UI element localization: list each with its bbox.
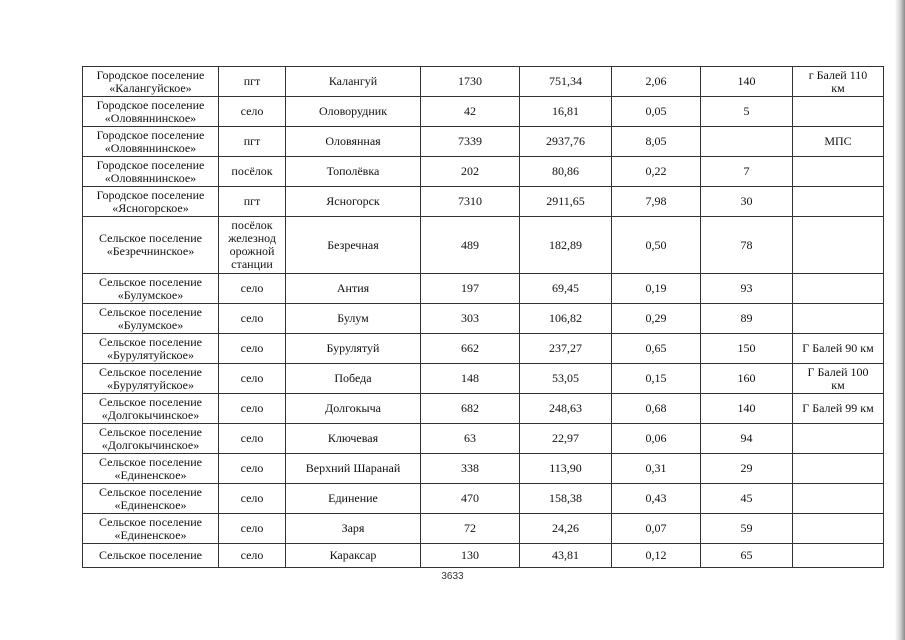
table-row [83,304,884,334]
share-cell: 0,19 [612,274,701,304]
distance-cell: 94 [701,424,793,454]
table-row [83,187,884,217]
value-cell: 106,82 [520,304,612,334]
settlement-type-cell: село [219,514,286,544]
value-cell: 237,27 [520,334,612,364]
value-cell: 16,81 [520,97,612,127]
population-cell: 470 [421,484,520,514]
population-cell: 7339 [421,127,520,157]
settlement-name-cell: Антия [286,274,421,304]
note-cell [793,544,884,568]
note-cell [793,304,884,334]
value-cell: 24,26 [520,514,612,544]
settlement-type-cell: село [219,454,286,484]
population-cell: 130 [421,544,520,568]
note-cell [793,484,884,514]
table-row [83,484,884,514]
settlement-type-cell: пгт [219,187,286,217]
settlement-name-cell: Оловорудник [286,97,421,127]
table-row [83,514,884,544]
settlement-name-cell: Булум [286,304,421,334]
settlement-name-cell: Караксар [286,544,421,568]
distance-cell: 65 [701,544,793,568]
share-cell: 0,06 [612,424,701,454]
municipality-cell: Сельское поселение «Булумское» [83,304,219,334]
value-cell: 248,63 [520,394,612,424]
share-cell: 0,43 [612,484,701,514]
value-cell: 113,90 [520,454,612,484]
population-cell: 338 [421,454,520,484]
municipality-cell: Сельское поселение «Единенское» [83,514,219,544]
share-cell: 0,07 [612,514,701,544]
municipality-cell: Городское поселение «Оловяннинское» [83,157,219,187]
settlement-type-cell: пгт [219,127,286,157]
page-edge-shadow [895,0,905,640]
municipality-cell: Сельское поселение «Булумское» [83,274,219,304]
population-cell: 662 [421,334,520,364]
note-cell [793,454,884,484]
settlement-type-cell: пгт [219,67,286,97]
note-cell: Г Балей 99 км [793,394,884,424]
population-cell: 489 [421,217,520,274]
value-cell: 53,05 [520,364,612,394]
share-cell: 0,65 [612,334,701,364]
note-cell [793,274,884,304]
settlement-name-cell: Оловянная [286,127,421,157]
note-cell [793,514,884,544]
distance-cell: 140 [701,67,793,97]
population-cell: 148 [421,364,520,394]
distance-cell [701,127,793,157]
population-cell: 197 [421,274,520,304]
page-number: 3633 [441,571,464,582]
settlement-type-cell: село [219,424,286,454]
municipality-cell: Сельское поселение «Единенское» [83,484,219,514]
population-cell: 42 [421,97,520,127]
share-cell: 0,29 [612,304,701,334]
note-cell [793,424,884,454]
share-cell: 0,50 [612,217,701,274]
municipality-cell: Сельское поселение «Бурулятуйское» [83,334,219,364]
municipality-cell: Сельское поселение [83,544,219,568]
table-row [83,67,884,97]
share-cell: 7,98 [612,187,701,217]
settlement-type-cell: село [219,274,286,304]
table-row [83,544,884,568]
share-cell: 0,05 [612,97,701,127]
municipality-cell: Городское поселение «Ясногорское» [83,187,219,217]
population-cell: 303 [421,304,520,334]
table-row [83,424,884,454]
municipality-cell: Городское поселение «Оловяннинское» [83,127,219,157]
population-cell: 72 [421,514,520,544]
settlement-name-cell: Заря [286,514,421,544]
settlement-name-cell: Единение [286,484,421,514]
table-row [83,97,884,127]
share-cell: 0,31 [612,454,701,484]
value-cell: 182,89 [520,217,612,274]
note-cell: г Балей 110 км [793,67,884,97]
distance-cell: 150 [701,334,793,364]
distance-cell: 59 [701,514,793,544]
share-cell: 0,68 [612,394,701,424]
value-cell: 80,86 [520,157,612,187]
settlement-type-cell: село [219,364,286,394]
municipality-cell: Сельское поселение «Безречнинское» [83,217,219,274]
table-row [83,127,884,157]
note-cell: Г Балей 100 км [793,364,884,394]
note-cell [793,217,884,274]
value-cell: 22,97 [520,424,612,454]
share-cell: 2,06 [612,67,701,97]
distance-cell: 5 [701,97,793,127]
table-row [83,334,884,364]
share-cell: 8,05 [612,127,701,157]
settlement-type-cell: посёлок [219,157,286,187]
table-body [83,67,884,568]
table-row [83,394,884,424]
table-row [83,274,884,304]
distance-cell: 29 [701,454,793,484]
distance-cell: 78 [701,217,793,274]
settlement-name-cell: Долгокыча [286,394,421,424]
note-cell: Г Балей 90 км [793,334,884,364]
value-cell: 69,45 [520,274,612,304]
settlement-name-cell: Безречная [286,217,421,274]
table-row [83,364,884,394]
settlement-type-cell: село [219,544,286,568]
note-cell [793,157,884,187]
settlement-type-cell: село [219,484,286,514]
value-cell: 2911,65 [520,187,612,217]
settlement-type-cell: село [219,394,286,424]
settlements-table [82,66,884,568]
share-cell: 0,12 [612,544,701,568]
settlement-type-cell: село [219,97,286,127]
note-cell: МПС [793,127,884,157]
share-cell: 0,22 [612,157,701,187]
distance-cell: 160 [701,364,793,394]
population-cell: 63 [421,424,520,454]
settlement-name-cell: Калангуй [286,67,421,97]
share-cell: 0,15 [612,364,701,394]
value-cell: 751,34 [520,67,612,97]
distance-cell: 30 [701,187,793,217]
settlement-type-cell: село [219,304,286,334]
municipality-cell: Сельское поселение «Долгокычинское» [83,394,219,424]
distance-cell: 89 [701,304,793,334]
municipality-cell: Сельское поселение «Долгокычинское» [83,424,219,454]
municipality-cell: Сельское поселение «Бурулятуйское» [83,364,219,394]
distance-cell: 45 [701,484,793,514]
note-cell [793,97,884,127]
settlement-type-cell: посёлок железнод орожной станции [219,217,286,274]
table-row [83,217,884,274]
settlement-name-cell: Ключевая [286,424,421,454]
value-cell: 2937,76 [520,127,612,157]
value-cell: 158,38 [520,484,612,514]
settlement-name-cell: Верхний Шаранай [286,454,421,484]
municipality-cell: Сельское поселение «Единенское» [83,454,219,484]
value-cell: 43,81 [520,544,612,568]
population-cell: 202 [421,157,520,187]
distance-cell: 140 [701,394,793,424]
distance-cell: 7 [701,157,793,187]
settlement-name-cell: Тополёвка [286,157,421,187]
note-cell [793,187,884,217]
population-cell: 1730 [421,67,520,97]
settlement-name-cell: Победа [286,364,421,394]
population-cell: 682 [421,394,520,424]
table-row [83,157,884,187]
settlement-name-cell: Бурулятуй [286,334,421,364]
population-cell: 7310 [421,187,520,217]
municipality-cell: Городское поселение «Оловяннинское» [83,97,219,127]
municipality-cell: Городское поселение «Калангуйское» [83,67,219,97]
settlement-type-cell: село [219,334,286,364]
settlement-name-cell: Ясногорск [286,187,421,217]
table-row [83,454,884,484]
distance-cell: 93 [701,274,793,304]
